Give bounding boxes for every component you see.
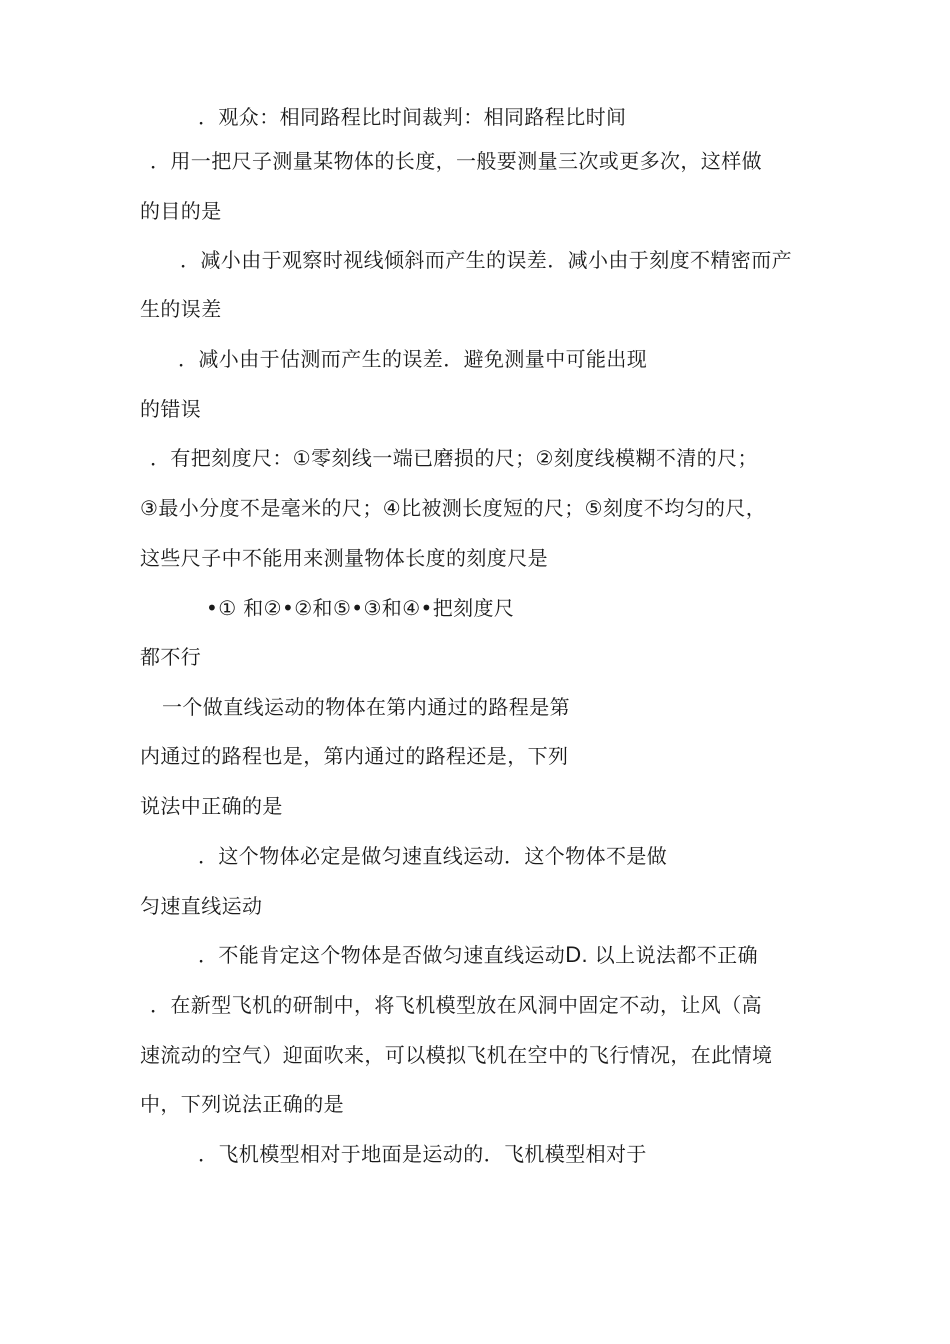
option-letter: D.: [565, 942, 589, 967]
question-text-line: 的目的是: [140, 199, 222, 223]
answer-option-line: ．观众：相同路程比时间裁判：相同路程比时间: [198, 105, 627, 129]
question-text-line: ．有把刻度尺：①零刻线一端已磨损的尺；②刻度线模糊不清的尺；: [150, 446, 758, 470]
answer-option-line: ．飞机模型相对于地面是运动的．飞机模型相对于: [198, 1142, 647, 1166]
question-text-line: 这些尺子中不能用来测量物体长度的刻度尺是: [140, 546, 548, 570]
answer-option-line: 匀速直线运动: [140, 894, 263, 918]
answer-option-line: 都不行: [140, 645, 202, 669]
option-text: 以上说法都不正确: [588, 943, 758, 967]
question-text-line: 一个做直线运动的物体在第内通过的路程是第: [162, 695, 570, 719]
question-text-line: 速流动的空气）迎面吹来，可以模拟飞机在空中的飞行情况，在此情境: [140, 1043, 773, 1067]
answer-option-line: 的错误: [140, 397, 202, 421]
answer-option-line: ．减小由于估测而产生的误差．避免测量中可能出现: [178, 347, 648, 371]
answer-option-line: ．这个物体必定是做匀速直线运动．这个物体不是做: [198, 844, 668, 868]
question-text-line: ．在新型飞机的研制中，将飞机模型放在风洞中固定不动，让风（高: [150, 993, 762, 1017]
answer-option-line: 生的误差: [140, 297, 222, 321]
question-text-line: ③最小分度不是毫米的尺；④比被测长度短的尺；⑤刻度不均匀的尺，: [140, 496, 767, 520]
question-text-line: 中，下列说法正确的是: [140, 1092, 344, 1116]
answer-option-line: ．减小由于观察时视线倾斜而产生的误差．减小由于刻度不精密而产: [180, 248, 792, 272]
answer-option-line: •① 和②•②和⑤•③和④•把刻度尺: [206, 596, 515, 620]
option-text: ．不能肯定这个物体是否做匀速直线运动: [198, 943, 566, 967]
question-text-line: 说法中正确的是: [140, 794, 283, 818]
question-text-line: ．用一把尺子测量某物体的长度，一般要测量三次或更多次，这样做: [150, 149, 762, 173]
question-text-line: 内通过的路程也是，第内通过的路程还是，下列: [140, 744, 569, 768]
answer-option-line: [198, 942, 758, 968]
